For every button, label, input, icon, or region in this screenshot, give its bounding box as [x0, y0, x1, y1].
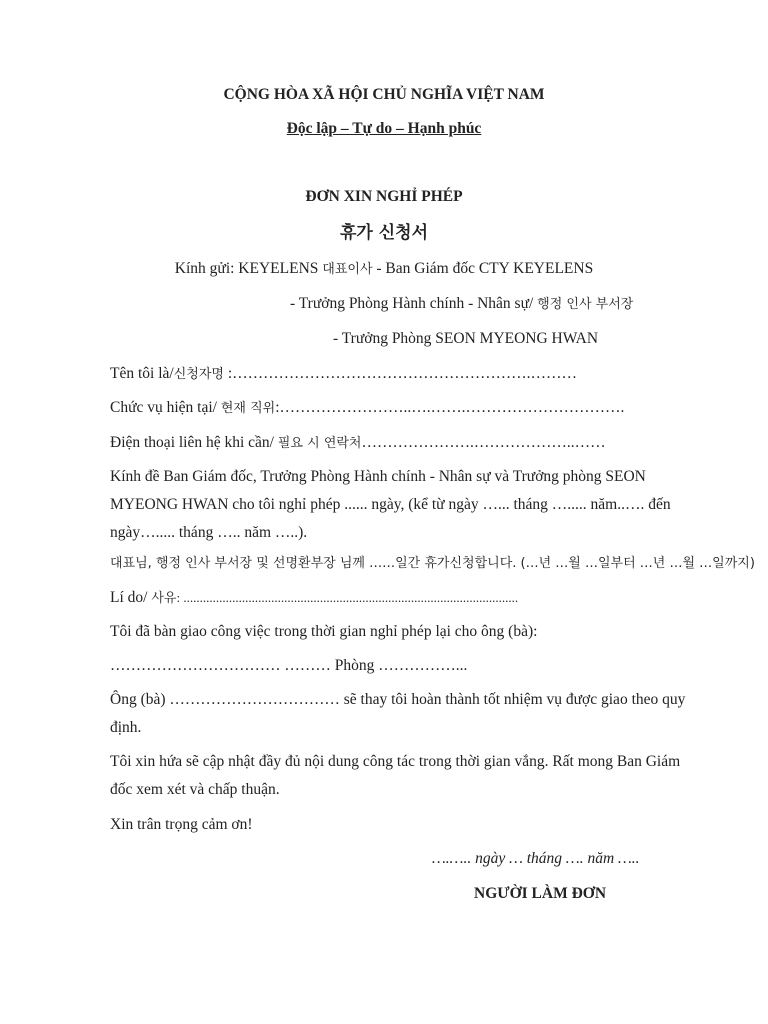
name-label-korean: 신청자명 — [173, 367, 224, 382]
promise-paragraph: Tôi xin hứa sẽ cập nhật đầy đủ nội dung công tác trong thời gian vắng. Rất mong Ban Giám đốc xem xét và chấp thuận. — [110, 753, 681, 798]
recipient-2-korean: 행정 인사 부서장 — [537, 297, 634, 312]
phone-label: Điện thoại liên hệ khi cần/ — [110, 434, 278, 451]
reason-blank: : ....................................................................................................... — [176, 590, 519, 605]
recipient-1-prefix: Kính gửi: KEYELENS — [174, 260, 323, 277]
phone-blank: ………………….………………..…… — [361, 434, 606, 451]
recipient-1-suffix: - Ban Giám đốc CTY KEYELENS — [372, 260, 594, 277]
name-field — [110, 364, 577, 385]
handover-replace-paragraph: Ông (bà) …………………………… sẽ thay tôi hoàn thành tốt nhiệm vụ được giao theo quy định. — [110, 691, 686, 736]
phone-label-korean: 필요 시 연락처 — [277, 436, 362, 451]
recipient-1-korean: 대표이사 — [322, 262, 373, 277]
reason-label: Lí do/ — [110, 589, 152, 606]
leave-request-paragraph: Kính đề Ban Giám đốc, Trưởng Phòng Hành chính - Nhân sự và Trưởng phòng SEON MYEONG HWAN cho tôi nghỉ phép ...... ngày, (kể từ ngày …... tháng …..... năm..…. đến ngày…..... tháng ….. năm …..). — [110, 468, 671, 541]
nation-heading: CỘNG HÒA XÃ HỘI CHỦ NGHĨA VIỆT NAM — [223, 86, 545, 103]
recipient-line-2 — [290, 294, 633, 315]
leave-request-korean: 대표님, 행정 인사 부서장 및 선명환부장 님께 ……일간 휴가신청합니다. (…년 …월 …일부터 …년 …월 …일까지) — [110, 556, 755, 571]
name-label: Tên tôi là/ — [110, 365, 174, 382]
reason-field — [110, 588, 518, 609]
date-line: ….….. ngày … tháng …. năm ….. — [432, 850, 640, 867]
reason-label-korean: 사유 — [151, 591, 177, 606]
document-title: ĐƠN XIN NGHỈ PHÉP — [305, 188, 463, 205]
position-field — [110, 398, 624, 419]
recipient-2-prefix: - Trưởng Phòng Hành chính - Nhân sự/ — [290, 295, 538, 312]
document-title-korean: 휴가 신청서 — [339, 223, 429, 243]
position-label: Chức vụ hiện tại/ — [110, 399, 221, 416]
recipient-line-3: - Trưởng Phòng SEON MYEONG HWAN — [333, 330, 599, 347]
handover-person-line: …………………………… ……… Phòng ……………... — [110, 657, 468, 674]
thanks-line: Xin trân trọng cảm ơn! — [110, 816, 253, 833]
position-blank: :……………………..….…….…………………………. — [275, 399, 625, 416]
name-blank: :………………………………………………….……… — [223, 365, 577, 382]
signature-label: NGƯỜI LÀM ĐƠN — [474, 885, 607, 902]
phone-field — [110, 433, 606, 454]
motto-heading: Độc lập – Tự do – Hạnh phúc — [286, 120, 482, 137]
position-label-korean: 현재 직위 — [220, 401, 276, 416]
recipient-line-1 — [0, 259, 768, 280]
handover-intro: Tôi đã bàn giao công việc trong thời gian nghỉ phép lại cho ông (bà): — [110, 623, 538, 640]
